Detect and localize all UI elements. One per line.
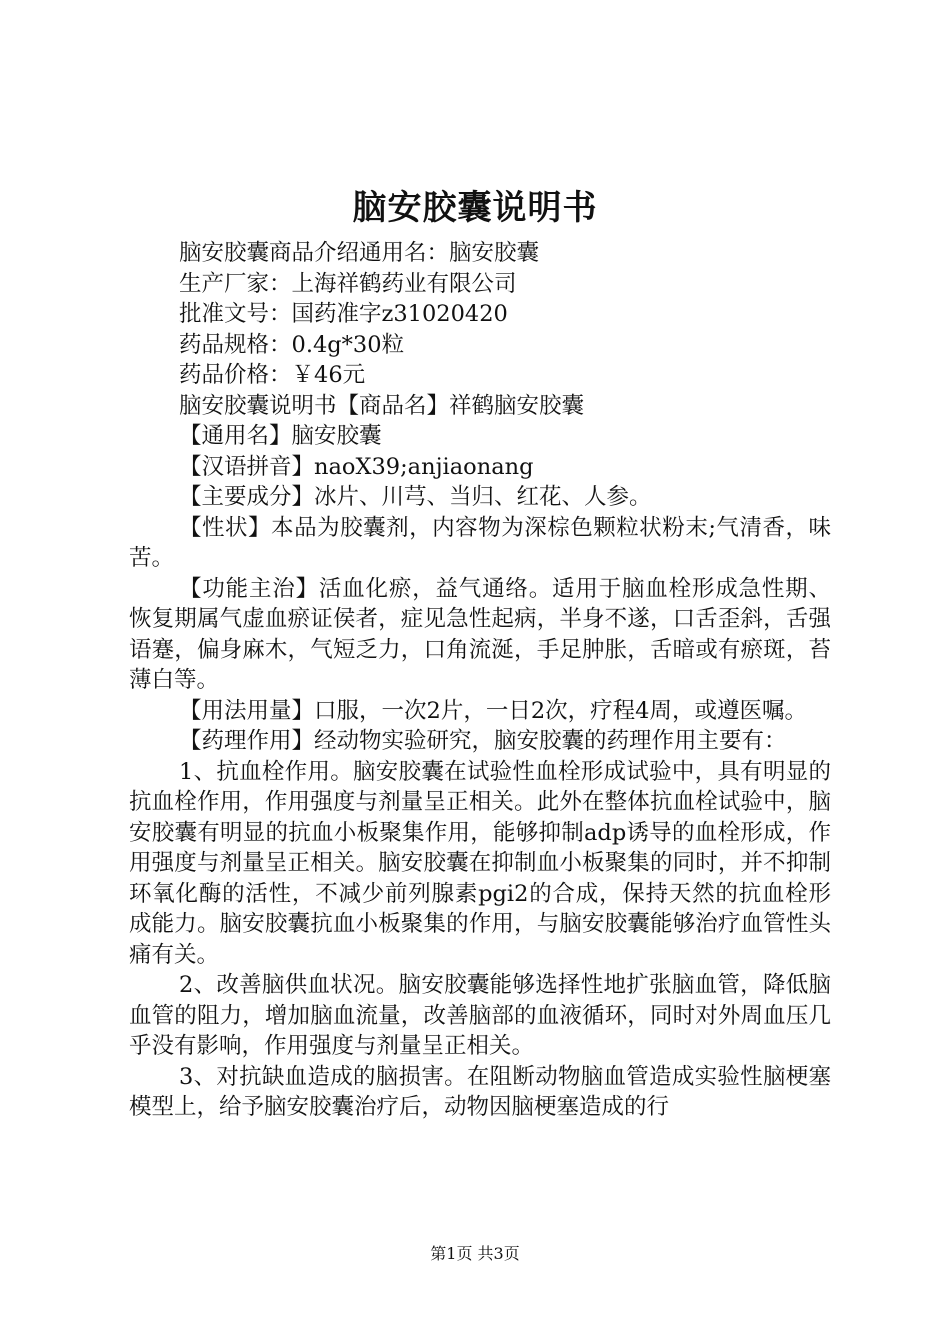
paragraph-price: 药品价格：￥46元 xyxy=(179,362,366,388)
paragraph-product-intro: 脑安胶囊商品介绍通用名：脑安胶囊 xyxy=(179,240,540,266)
paragraph-ischemia: 3、对抗缺血造成的脑损害。在阻断动物脑血管造成实验性脑梗塞模型上，给予脑安胶囊治疗后，动物因脑梗塞造成的行 xyxy=(129,1063,831,1120)
paragraph-pinyin: 【汉语拼音】naoX39;anjiaonang xyxy=(179,453,534,480)
paragraph-ingredients: 【主要成分】冰片、川芎、当归、红花、人参。 xyxy=(179,484,652,510)
paragraph-properties: 【性状】本品为胶囊剂，内容物为深棕色颗粒状粉末;气清香，味苦。 xyxy=(129,514,831,571)
paragraph-specification: 药品规格：0.4g*30粒 xyxy=(179,331,405,358)
document-body xyxy=(129,238,831,1123)
paragraph-pharmacology: 【药理作用】经动物实验研究，脑安胶囊的药理作用主要有： xyxy=(179,728,787,754)
paragraph-indications: 【功能主治】活血化瘀，益气通络。适用于脑血栓形成急性期、恢复期属气虚血瘀证侯者，症见急性起病，半身不遂，口舌歪斜，舌强语蹇，偏身麻木，气短乏力，口角流涎，手足肿胀，舌暗或有瘀斑，苔薄白等。 xyxy=(129,575,831,693)
document-title: 脑安胶囊说明书 xyxy=(352,188,598,228)
paragraph-dosage: 【用法用量】口服，一次2片，一日2次，疗程4周，或遵医嘱。 xyxy=(179,697,807,724)
paragraph-manufacturer: 生产厂家：上海祥鹤药业有限公司 xyxy=(179,270,517,297)
paragraph-trade-name: 脑安胶囊说明书【商品名】祥鹤脑安胶囊 xyxy=(179,392,585,419)
page-footer: 第1页 共3页 xyxy=(430,1244,520,1263)
paragraph-antithrombotic: 1、抗血栓作用。脑安胶囊在试验性血栓形成试验中，具有明显的抗血栓作用，作用强度与剂量呈正相关。此外在整体抗血栓试验中，脑安胶囊有明显的抗血小板聚集作用，能够抑制adp诱导的血栓形成，作用强度与剂量呈正相关。脑安胶囊在抑制血小板聚集的同时，并不抑制环氧化酶的活性，不减少前列腺素pgi2的合成，保持天然的抗血栓形成能力。脑安胶囊抗血小板聚集的作用，与脑安胶囊能够治疗血管性头痛有关。 xyxy=(129,758,831,968)
paragraph-blood-supply: 2、改善脑供血状况。脑安胶囊能够选择性地扩张脑血管，降低脑血管的阻力，增加脑血流量，改善脑部的血液循环，同时对外周血压几乎没有影响，作用强度与剂量呈正相关。 xyxy=(129,972,831,1059)
paragraph-generic-name: 【通用名】脑安胶囊 xyxy=(179,423,382,449)
paragraph-approval-number: 批准文号：国药准字z31020420 xyxy=(179,301,508,327)
